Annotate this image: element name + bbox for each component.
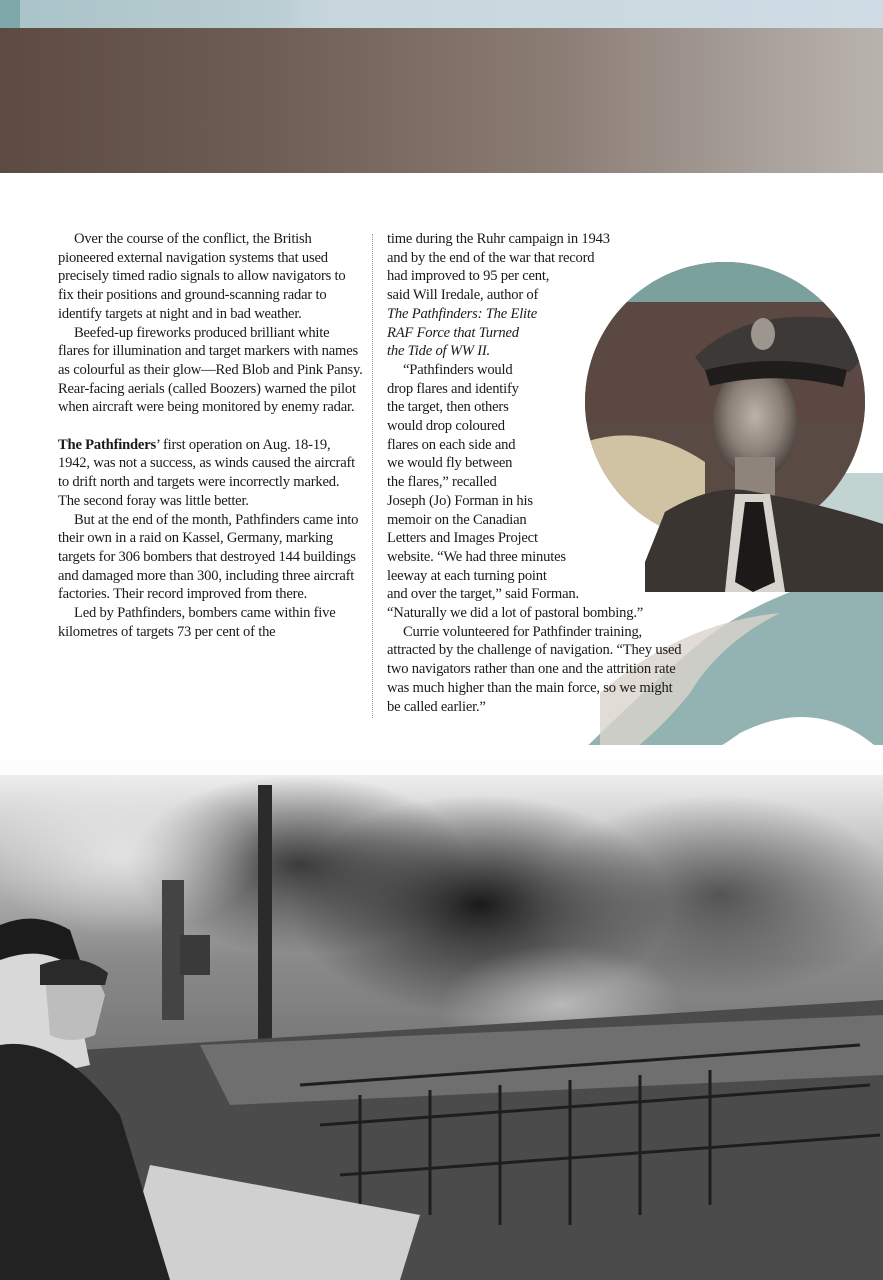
paragraph-first-operation (58, 436, 363, 511)
quote-line: “Pathfinders would (403, 361, 513, 378)
header-banner (0, 28, 883, 173)
book-title-line: RAF Force that Turned (387, 324, 519, 341)
paragraph-kassel-raid: But at the end of the month, Pathfinders came into their own in a raid on Kassel, Germany, marking targets for 306 bombers that destroyed 144 buildings and damaged more than 300, including three aircraft factories. Their record improved from there. (58, 511, 359, 603)
paragraph-spacer (58, 417, 363, 436)
quote-line: flares on each side and (387, 436, 516, 453)
quote-line: drop flares and identify (387, 380, 519, 397)
pathfinders-lead: The Pathfinders (58, 436, 156, 453)
paragraph-currie-volunteered: Currie volunteered for Pathfinder training, attracted by the challenge of navigation. “They used two navigators rather than one and the attrition rate was much higher than the main force, so we might be called earlier.” (387, 623, 682, 715)
article-right-column (387, 230, 687, 716)
quote-line: “Naturally we did a lot of pastoral bombing.” (387, 605, 644, 622)
paragraph-fireworks: Beefed-up fireworks produced brilliant white flares for illumination and target markers with names as colourful as their glow—Red Blob and Pink Pansy. Rear-facing aerials (called Boozers) warned the pilot when aircraft were being monitored by enemy radar. (58, 324, 363, 416)
quote-line: memoir on the Canadian (387, 511, 527, 528)
quote-line: we would fly between (387, 455, 513, 472)
article-left-column (58, 230, 363, 641)
text-line: time during the Ruhr campaign in 1943 (387, 231, 610, 247)
first-operation-text: ’ first operation on Aug. 18-19, 1942, was not a success, as winds caused the aircraft to drift north and targets were incorrectly marked. The second foray was little better. (58, 436, 355, 509)
quote-line: the target, then others (387, 399, 509, 416)
quote-line: Letters and Images Project (387, 530, 538, 547)
text-line: and by the end of the war that record (387, 249, 595, 266)
bombed-city-photo (0, 745, 883, 1280)
quote-line: the flares,” recalled (387, 474, 497, 491)
column-divider (372, 234, 373, 718)
text-line: had improved to 95 per cent, (387, 268, 550, 285)
top-color-strip (0, 0, 883, 28)
paragraph-navigation-systems: Over the course of the conflict, the British pioneered external navigation systems that used precisely timed radio signals to allow navigators to fix their positions and ground-scanning radar to identify targets at night and in bad weather. (58, 231, 346, 322)
quote-line: would drop coloured (387, 418, 505, 435)
quote-line: leeway at each turning point (387, 567, 547, 584)
quote-line: and over the target,” said Forman. (387, 586, 579, 603)
text-line: said Will Iredale, author of (387, 287, 539, 304)
book-title-line: The Pathfinders: The Elite (387, 305, 538, 322)
paragraph-accuracy: Led by Pathfinders, bombers came within five kilometres of targets 73 per cent of the (58, 605, 336, 640)
top-strip-accent (0, 0, 20, 28)
quote-line: website. “We had three minutes (387, 548, 566, 565)
quote-line: Joseph (Jo) Forman in his (387, 492, 533, 509)
book-title-line: the Tide of WW II. (387, 343, 490, 360)
